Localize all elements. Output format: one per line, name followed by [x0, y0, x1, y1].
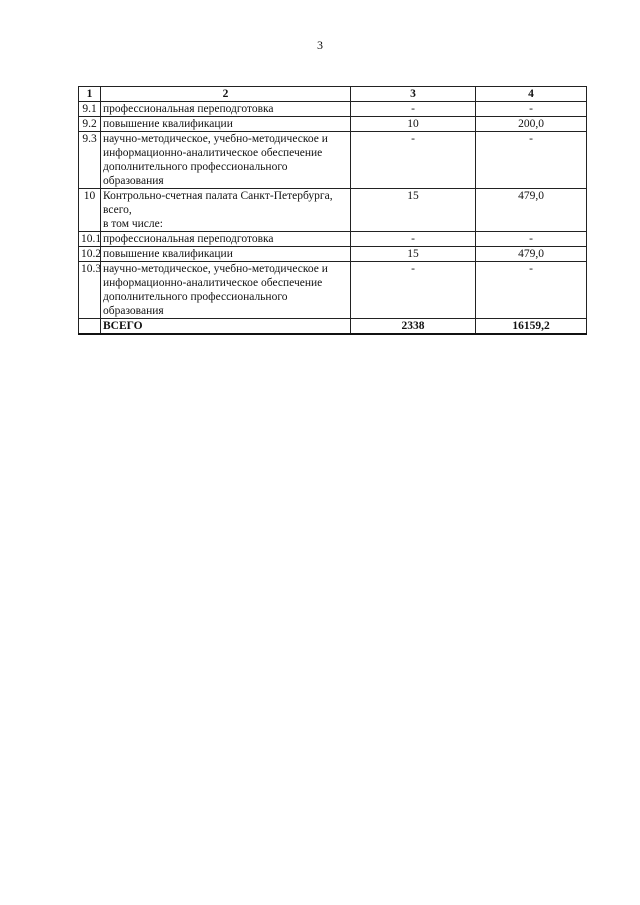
row-description [101, 232, 351, 247]
row-count: - [351, 132, 476, 189]
header-cell-2: 2 [101, 87, 351, 102]
row-count: 10 [351, 117, 476, 132]
description-line: профессиональная переподготовка [103, 233, 274, 245]
table-row [79, 132, 587, 189]
total-row [79, 319, 587, 335]
total-label: ВСЕГО [101, 319, 351, 335]
row-description [101, 132, 351, 189]
description-line: Контрольно-счетная палата Санкт-Петербурга, [103, 190, 333, 202]
row-amount: - [476, 132, 587, 189]
total-amount: 16159,2 [476, 319, 587, 335]
table-row [79, 232, 587, 247]
description-line: научно-методическое, учебно-методическое и [103, 263, 328, 275]
row-description [101, 189, 351, 232]
description-line: образования [103, 305, 164, 317]
row-number: 9.1 [79, 102, 101, 117]
description-line: в том числе: [103, 218, 163, 230]
table-row [79, 117, 587, 132]
description-line: научно-методическое, учебно-методическое и [103, 133, 328, 145]
total-count: 2338 [351, 319, 476, 335]
description-line: профессиональная переподготовка [103, 103, 274, 115]
table-row [79, 102, 587, 117]
row-count: - [351, 262, 476, 319]
table-header-row [79, 87, 587, 102]
row-amount: - [476, 232, 587, 247]
budget-table [78, 86, 587, 335]
description-line: образования [103, 175, 164, 187]
description-line: информационно-аналитическое обеспечение [103, 277, 323, 289]
table-row [79, 262, 587, 319]
table-row [79, 247, 587, 262]
row-amount: 479,0 [476, 189, 587, 232]
page-number: 3 [317, 38, 323, 52]
description-line: всего, [103, 204, 132, 216]
row-number: 10.3 [79, 262, 101, 319]
row-amount: 200,0 [476, 117, 587, 132]
row-number: 10.1 [79, 232, 101, 247]
row-description [101, 102, 351, 117]
row-count: - [351, 232, 476, 247]
total-empty-cell [79, 319, 101, 335]
row-description [101, 262, 351, 319]
row-count: - [351, 102, 476, 117]
row-amount: - [476, 262, 587, 319]
description-line: дополнительного профессионального [103, 161, 288, 173]
row-count: 15 [351, 247, 476, 262]
row-count: 15 [351, 189, 476, 232]
row-amount: - [476, 102, 587, 117]
row-number: 9.2 [79, 117, 101, 132]
description-line: информационно-аналитическое обеспечение [103, 147, 323, 159]
description-line: повышение квалификации [103, 248, 233, 260]
row-description [101, 117, 351, 132]
header-cell-1: 1 [79, 87, 101, 102]
row-number: 10 [79, 189, 101, 232]
table-row [79, 189, 587, 232]
row-description [101, 247, 351, 262]
header-cell-3: 3 [351, 87, 476, 102]
description-line: повышение квалификации [103, 118, 233, 130]
row-amount: 479,0 [476, 247, 587, 262]
row-number: 10.2 [79, 247, 101, 262]
header-cell-4: 4 [476, 87, 587, 102]
description-line: дополнительного профессионального [103, 291, 288, 303]
row-number: 9.3 [79, 132, 101, 189]
